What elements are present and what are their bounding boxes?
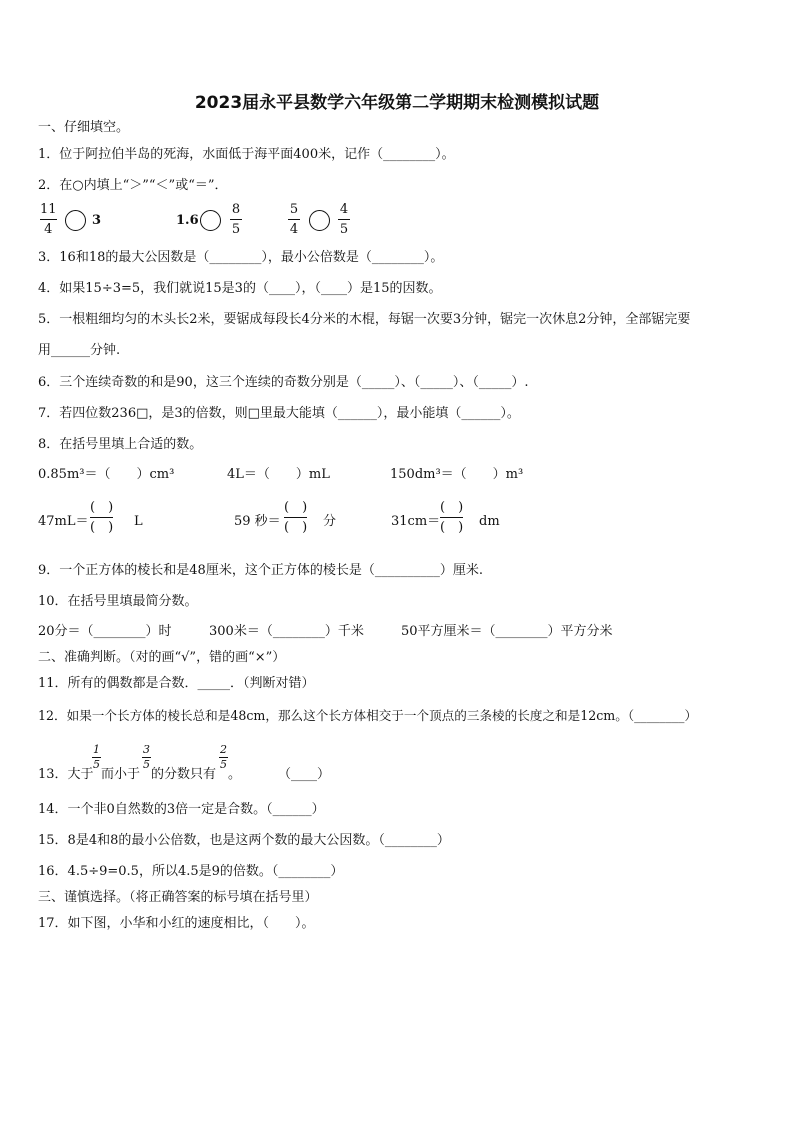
q10-item-b: 300米＝（________）千米 (209, 624, 364, 639)
fraction-bar (230, 219, 242, 220)
numerator: 3 (143, 743, 150, 756)
value-3: 3 (92, 213, 102, 228)
q8-item-e-unit: 分 (323, 514, 337, 529)
numerator: 1 (93, 743, 100, 756)
question-5-line-1: 5．一根粗细均匀的木头长2米，要锯成每段长4分米的木棍，每锯一次要3分钟，锯完一次休息2分钟，全部锯完要 (38, 312, 691, 327)
denominator: 5 (339, 222, 349, 237)
q8-item-f-prefix: 31cm＝ (391, 514, 441, 529)
fraction-bar (90, 517, 113, 518)
q8-item-d-unit: L (134, 514, 143, 529)
fraction-bar (40, 219, 57, 220)
blank-fraction-e (284, 500, 307, 535)
compare-circle-2[interactable] (200, 210, 221, 231)
compare-circle-3[interactable] (309, 210, 330, 231)
q8-item-a: 0.85m³＝（ ）cm³ (38, 467, 175, 482)
question-3: 3．16和18的最大公因数是（________），最小公倍数是（________）。 (38, 250, 444, 265)
question-5-line-2: 用______分钟. (38, 343, 121, 358)
page-title: 2023届永平县数学六年级第二学期期末检测模拟试题 (194, 93, 600, 113)
numerator-blank: ( ) (440, 500, 464, 515)
q10-item-a: 20分＝（________）时 (38, 624, 172, 639)
blank-fraction-f (440, 500, 463, 535)
numerator: 5 (289, 202, 299, 217)
q13-text-1: 13．大于 (38, 767, 94, 782)
section-heading-2: 二、准确判断。（对的画“√”，错的画“×”） (38, 650, 286, 665)
numerator: 8 (231, 202, 241, 217)
denominator: 4 (44, 222, 53, 237)
question-4: 4．如果15÷3=5，我们就说15是3的（____），（____）是15的因数。 (38, 281, 442, 296)
denominator: 4 (289, 222, 299, 237)
q13-text-4: 。 (228, 767, 242, 782)
q8-item-d-prefix: 47mL＝ (38, 514, 89, 529)
numerator: 2 (220, 743, 227, 756)
section-heading-3: 三、谨慎选择。（将正确答案的标号填在括号里） (38, 890, 318, 905)
question-6: 6．三个连续奇数的和是90，这三个连续的奇数分别是（_____）、（_____）、（_____）. (38, 375, 529, 390)
numerator: 11 (40, 202, 57, 217)
question-11: 11．所有的偶数都是合数．_____．（判断对错） (38, 676, 315, 691)
denominator-blank: ( ) (90, 520, 114, 535)
question-10: 10．在括号里填最简分数。 (38, 594, 198, 609)
question-8: 8．在括号里填上合适的数。 (38, 437, 203, 452)
denominator: 5 (143, 758, 150, 771)
q8-item-b: 4L＝（ ）mL (227, 467, 330, 482)
denominator-blank: ( ) (284, 520, 308, 535)
q8-item-e-prefix: 59 秒＝ (234, 514, 281, 529)
fraction-bar (338, 219, 350, 220)
fraction-1-5 (92, 744, 101, 771)
fraction-3-5 (142, 744, 151, 771)
denominator: 5 (220, 758, 227, 771)
denominator: 5 (93, 758, 100, 771)
question-17: 17．如下图，小华和小红的速度相比，（ ）。 (38, 916, 315, 931)
fraction-bar (288, 219, 300, 220)
question-9: 9．一个正方体的棱长和是48厘米，这个正方体的棱长是（__________）厘米. (38, 563, 483, 578)
fraction-2-5 (219, 744, 228, 771)
compare-circle-1[interactable] (65, 210, 86, 231)
fraction-5-4 (288, 202, 300, 237)
numerator: 4 (339, 202, 349, 217)
question-16: 16．4.5÷9=0.5，所以4.5是9的倍数。（________） (38, 864, 344, 879)
q13-text-3: 的分数只有 (151, 767, 217, 782)
question-12: 12．如果一个长方体的棱长总和是48cm，那么这个长方体相交于一个顶点的三条棱的长度之和是12cm。（________） (38, 708, 698, 723)
denominator: 5 (231, 222, 241, 237)
fraction-bar (440, 517, 463, 518)
blank-fraction-d (90, 500, 113, 535)
question-7: 7．若四位数236□，是3的倍数，则□里最大能填（______），最小能填（______）。 (38, 406, 520, 421)
question-1: 1．位于阿拉伯半岛的死海，水面低于海平面400米，记作（________）。 (38, 147, 455, 162)
q13-text-2: 而小于 (101, 767, 141, 782)
question-14: 14．一个非0自然数的3倍一定是合数。（______） (38, 802, 325, 817)
question-15: 15．8是4和8的最小公倍数，也是这两个数的最大公因数。（________） (38, 833, 450, 848)
fraction-bar (284, 517, 307, 518)
value-1-6: 1.6 (176, 213, 199, 228)
denominator-blank: ( ) (440, 520, 464, 535)
section-heading-1: 一、仔细填空。 (38, 120, 130, 135)
q8-item-c: 150dm³＝（ ）m³ (390, 467, 524, 482)
q13-answer-blank[interactable]: （____） (278, 767, 331, 782)
fraction-11-4 (40, 202, 57, 237)
fraction-8-5 (230, 202, 242, 237)
numerator-blank: ( ) (284, 500, 308, 515)
fraction-4-5 (338, 202, 350, 237)
question-2: 2．在○内填上“＞”“＜”或“＝”． (38, 178, 228, 193)
q8-item-f-unit: dm (479, 514, 500, 529)
numerator-blank: ( ) (90, 500, 114, 515)
q10-item-c: 50平方厘米＝（________）平方分米 (401, 624, 613, 639)
